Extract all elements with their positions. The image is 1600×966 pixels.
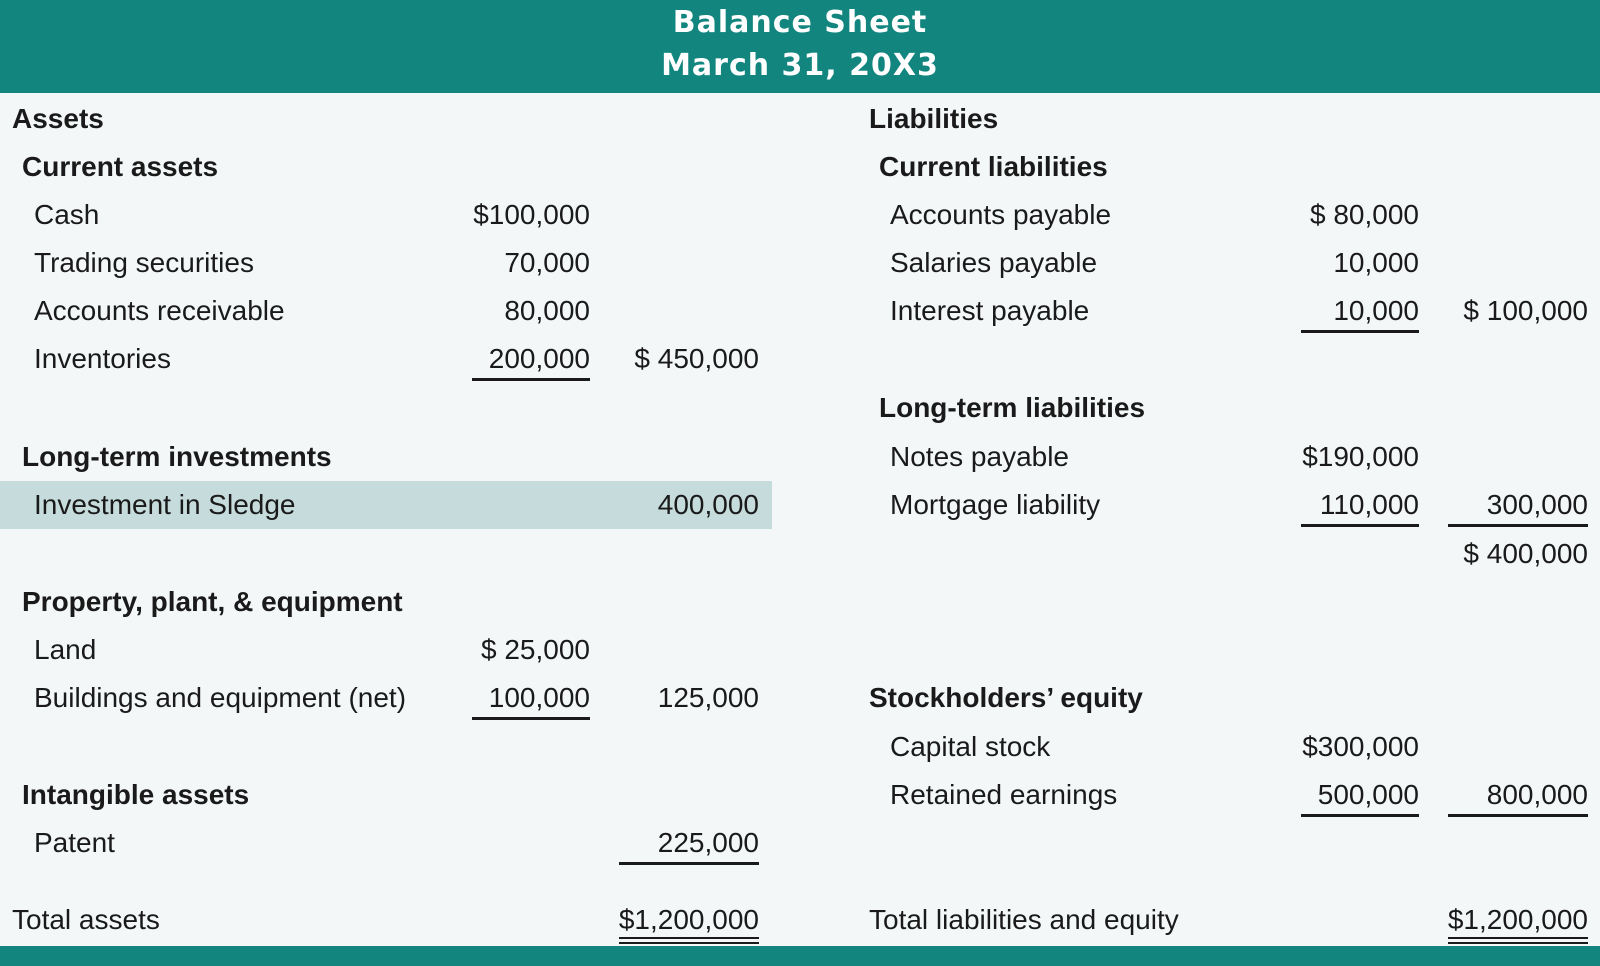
equity-heading: Stockholders’ equity [869,682,1143,713]
accounts-payable-label: Accounts payable [890,199,1112,230]
current-assets-heading: Current assets [22,151,219,182]
total-le-double-underline-1 [1448,937,1588,939]
buildings-underline [472,717,590,720]
trading-securities-amount: 70,000 [504,247,590,278]
notes-payable-amount: $190,000 [1302,441,1419,472]
buildings-amount: 100,000 [488,682,590,713]
sheet-title: Balance Sheet [672,5,928,40]
accounts-payable-amount: $ 80,000 [1310,199,1419,230]
equity-total-underline [1448,814,1588,817]
current-liabilities-heading: Current liabilities [879,151,1108,182]
header-banner [0,0,1600,93]
interest-payable-underline [1301,330,1419,333]
accounts-receivable-label: Accounts receivable [34,295,285,326]
interest-payable-amount: 10,000 [1333,295,1419,326]
salaries-payable-label: Salaries payable [890,247,1098,278]
liabilities-heading: Liabilities [869,103,999,134]
retained-earnings-label: Retained earnings [890,779,1118,810]
mortgage-liability-amount: 110,000 [1319,489,1419,520]
longterm-liabilities-heading: Long-term liabilities [879,392,1146,423]
total-le-label: Total liabilities and equity [869,904,1179,935]
total-assets-amount: $1,200,000 [618,904,759,935]
longterm-liabilities-total: 300,000 [1486,489,1588,520]
current-assets-total: $ 450,000 [634,343,759,374]
capital-stock-label: Capital stock [890,731,1051,762]
patent-amount: 225,000 [657,827,759,858]
ppe-total: 125,000 [657,682,759,713]
retained-earnings-underline [1301,814,1419,817]
total-assets-label: Total assets [12,904,160,935]
intangible-heading: Intangible assets [22,779,250,810]
longterm-total-underline [1448,524,1588,527]
inventories-label: Inventories [34,343,171,374]
patent-label: Patent [34,827,115,858]
total-le-amount: $1,200,000 [1447,904,1588,935]
inventories-underline [472,378,590,381]
mortgage-underline [1301,524,1419,527]
cash-amount: $100,000 [473,199,590,230]
equity-total: 800,000 [1486,779,1588,810]
current-liabilities-total: $ 100,000 [1463,295,1588,326]
retained-earnings-amount: 500,000 [1317,779,1419,810]
ppe-heading: Property, plant, & equipment [22,586,403,617]
total-le-double-underline-2 [1448,942,1588,944]
investment-sledge-label: Investment in Sledge [34,489,296,520]
sheet-date: March 31, 20X3 [661,48,939,83]
total-liabilities-amount: $ 400,000 [1463,538,1588,569]
mortgage-liability-label: Mortgage liability [890,489,1101,520]
land-label: Land [34,634,97,665]
buildings-label: Buildings and equipment (net) [34,682,407,713]
accounts-receivable-amount: 80,000 [504,295,590,326]
land-amount: $ 25,000 [481,634,590,665]
investments-heading: Long-term investments [22,441,332,472]
cash-label: Cash [34,199,100,230]
patent-underline [619,862,759,865]
assets-heading: Assets [12,103,104,134]
salaries-payable-amount: 10,000 [1333,247,1419,278]
total-assets-double-underline-1 [619,937,759,939]
total-assets-double-underline-2 [619,942,759,944]
capital-stock-amount: $300,000 [1302,731,1419,762]
footer-band [0,946,1600,966]
interest-payable-label: Interest payable [890,295,1090,326]
investment-sledge-amount: 400,000 [657,489,759,520]
inventories-amount: 200,000 [488,343,590,374]
notes-payable-label: Notes payable [890,441,1070,472]
trading-securities-label: Trading securities [34,247,254,278]
